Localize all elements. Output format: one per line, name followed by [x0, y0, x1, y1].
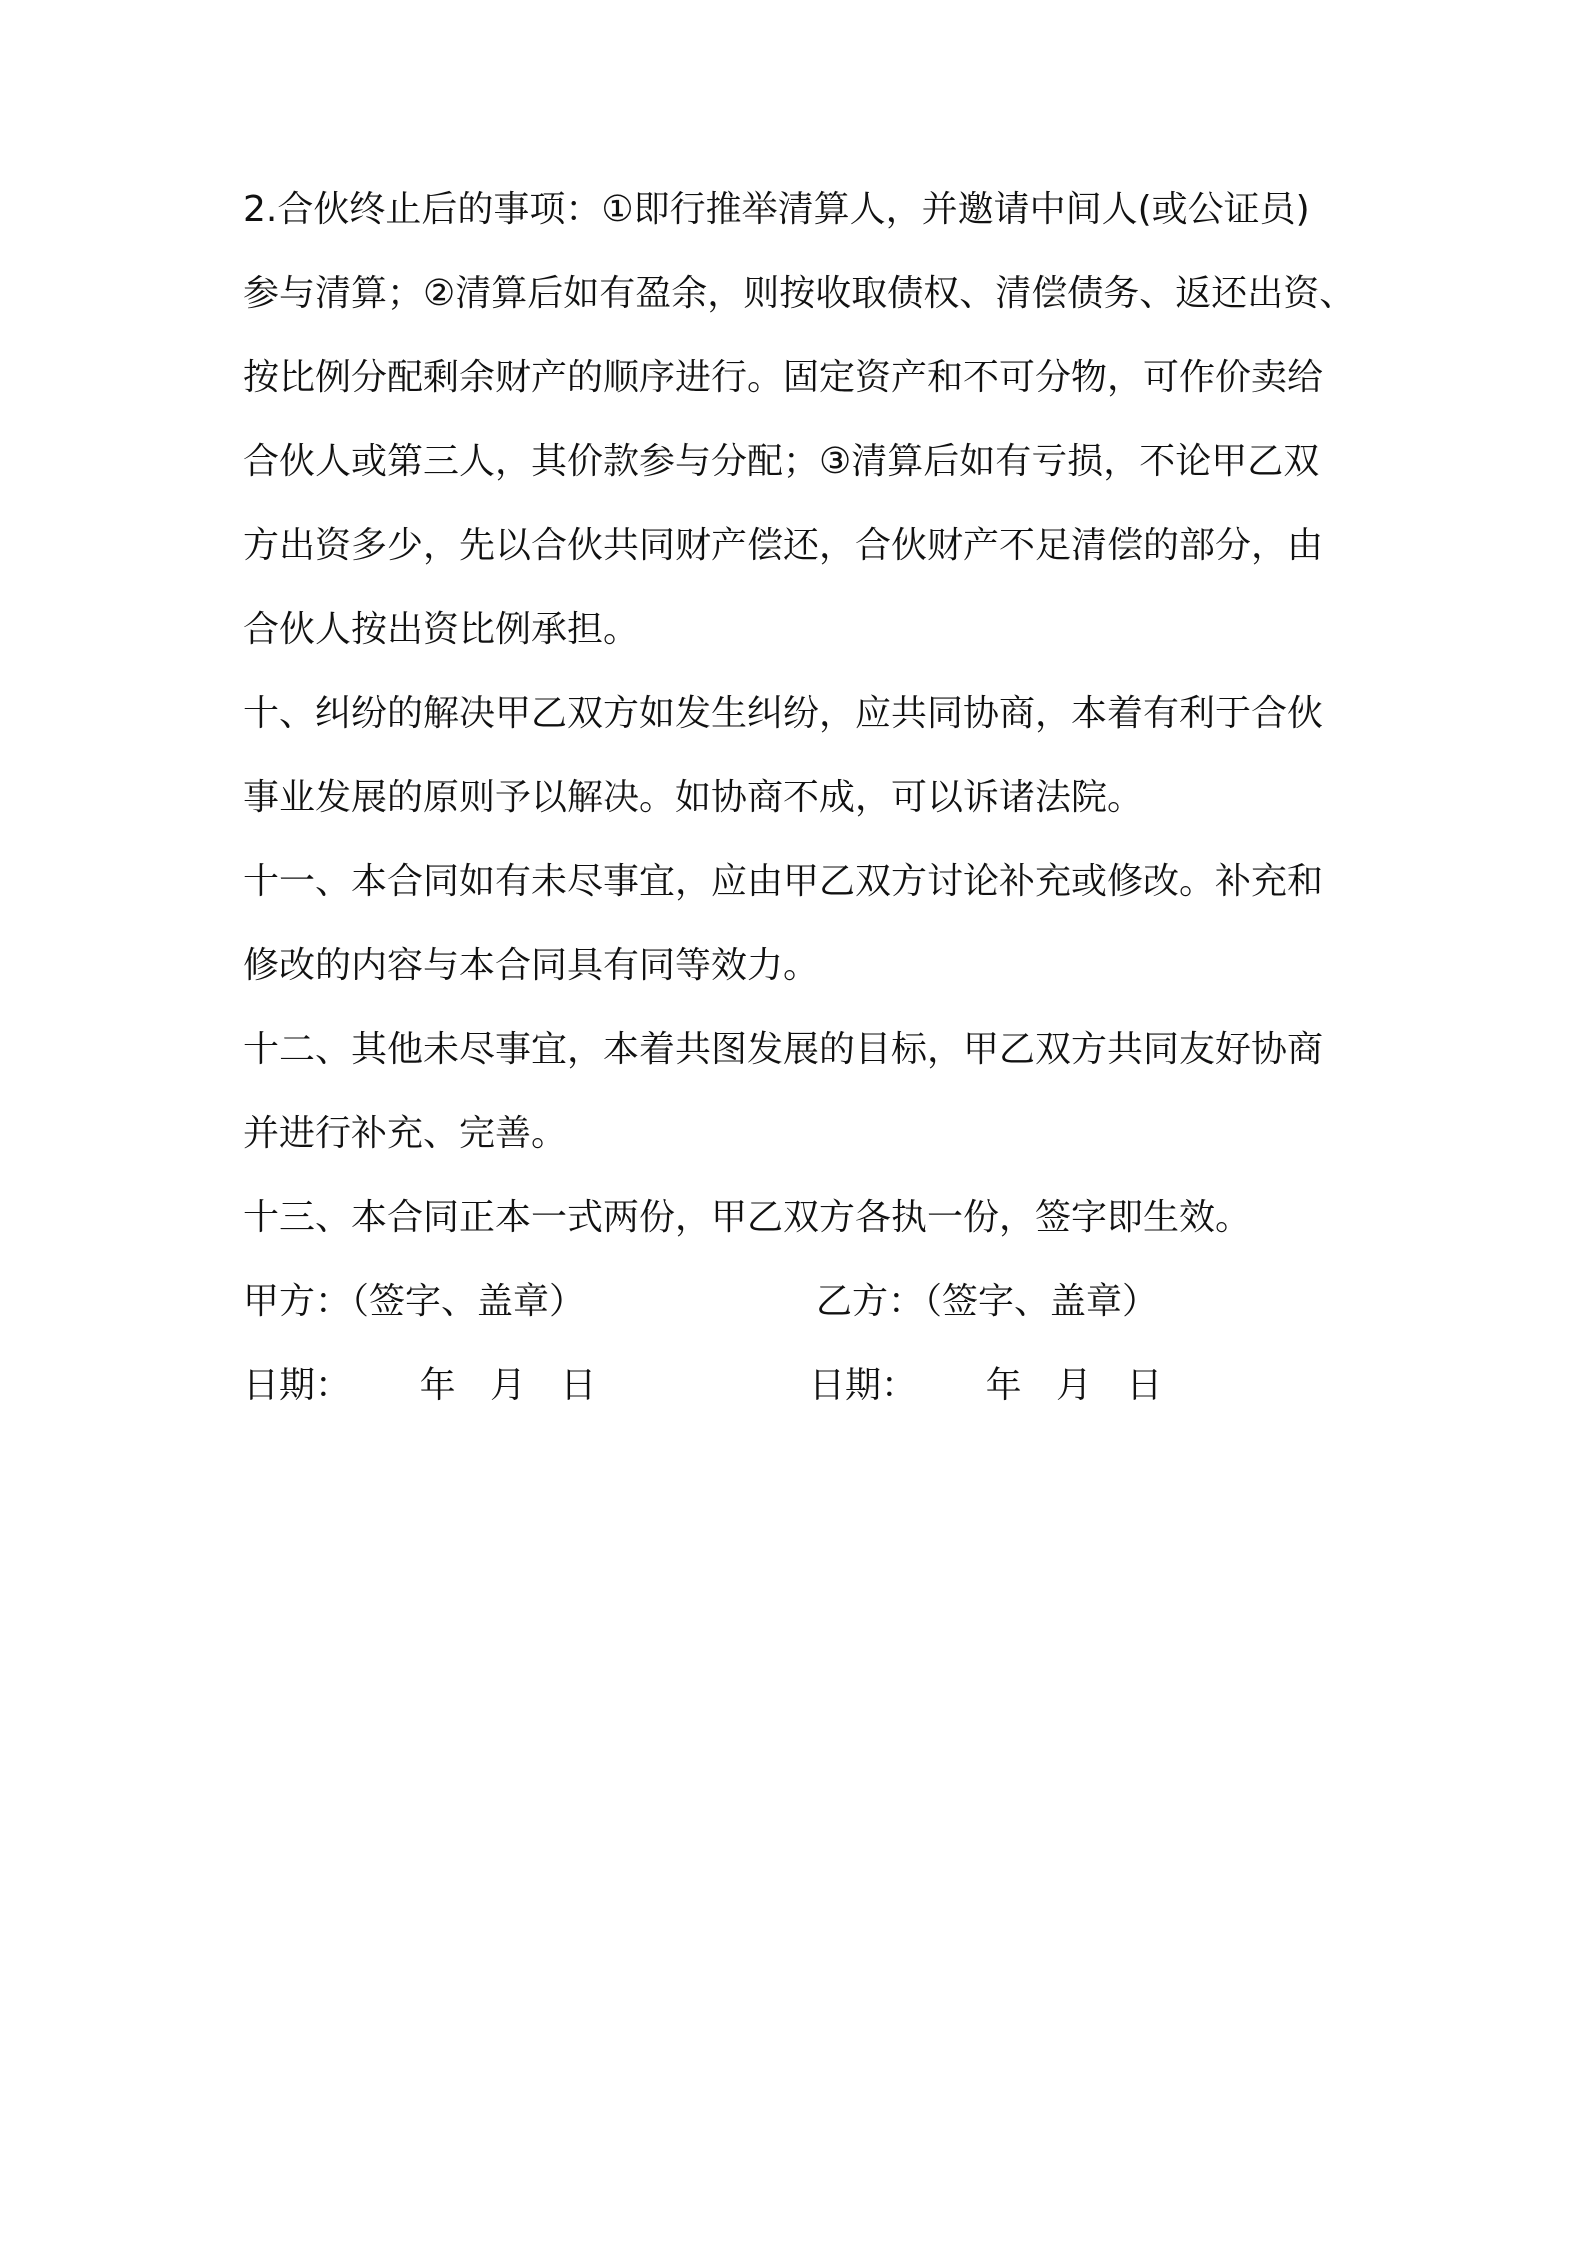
text-line: 十二、其他未尽事宜，本着共图发展的目标，甲乙双方共同友好协商: [243, 1029, 1324, 1070]
text-line: 合伙人按出资比例承担。: [243, 609, 640, 650]
text-line: 2.合伙终止后的事项：①即行推举清算人，并邀请中间人(或公证员): [243, 189, 1310, 230]
party-b-date: 日期： 年 月 日: [809, 1365, 1163, 1406]
party-a-signature: 甲方：（签字、盖章）: [243, 1281, 586, 1322]
clause-12-other-matters: [243, 1008, 1358, 1176]
text-line: 并进行补充、完善。: [243, 1113, 568, 1154]
clause-2-termination-matters: [243, 168, 1358, 672]
text-line: 十、纠纷的解决甲乙双方如发生纠纷，应共同协商，本着有利于合伙: [243, 693, 1324, 734]
signature-row: [243, 1260, 1358, 1344]
party-b-signature: 乙方：（签字、盖章）: [816, 1281, 1159, 1322]
contract-body: [243, 168, 1358, 1428]
text-line: 事业发展的原则予以解决。如协商不成，可以诉诸法院。: [243, 777, 1144, 818]
date-row: [243, 1344, 1358, 1428]
clause-11-supplement: [243, 840, 1358, 1008]
text-line: 按比例分配剩余财产的顺序进行。固定资产和不可分物，可作价卖给: [243, 357, 1324, 398]
text-line: 十一、本合同如有未尽事宜，应由甲乙双方讨论补充或修改。补充和: [243, 861, 1324, 902]
clause-10-dispute-resolution: [243, 672, 1358, 840]
text-line: 方出资多少，先以合伙共同财产偿还，合伙财产不足清偿的部分，由: [243, 525, 1324, 566]
clause-13-copies: [243, 1176, 1358, 1260]
party-a-date: 日期： 年 月 日: [243, 1365, 597, 1406]
text-line: 十三、本合同正本一式两份，甲乙双方各执一份，签字即生效。: [243, 1197, 1252, 1238]
text-line: 参与清算；②清算后如有盈余，则按收取债权、清偿债务、返还出资、: [243, 273, 1356, 314]
text-line: 修改的内容与本合同具有同等效力。: [243, 945, 820, 986]
text-line: 合伙人或第三人，其价款参与分配；③清算后如有亏损，不论甲乙双: [243, 441, 1320, 482]
